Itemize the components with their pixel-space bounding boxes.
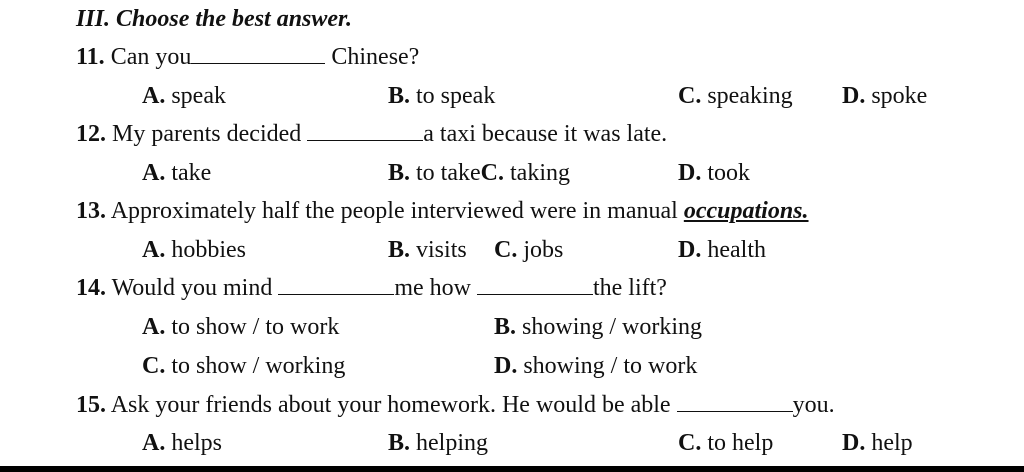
option-15-d[interactable]: D. help [842, 430, 913, 456]
question-number: 15. [76, 392, 106, 418]
question-stem: Can you [110, 44, 192, 70]
answer-blank[interactable] [278, 274, 394, 295]
answer-blank[interactable] [677, 391, 793, 412]
option-11-d[interactable]: D. spoke [842, 83, 928, 109]
question-number: 14. [76, 275, 106, 301]
option-13-c[interactable]: C. jobs [494, 237, 564, 263]
answer-blank[interactable] [191, 43, 325, 64]
option-11-a[interactable]: A. speak [142, 83, 226, 109]
section-heading: III. Choose the best answer. [76, 6, 353, 32]
option-13-d[interactable]: D. health [678, 237, 766, 263]
question-stem: Approximately half the people interviewed were in manual [110, 198, 678, 224]
option-13-a[interactable]: A. hobbies [142, 237, 247, 263]
question-stem: me how [394, 275, 471, 301]
option-15-b[interactable]: B. helping [388, 430, 489, 456]
option-14-d[interactable]: D. showing / to work [494, 353, 698, 379]
question-stem: My parents decided [112, 121, 302, 147]
question-stem: Would you mind [111, 275, 273, 301]
option-15-a[interactable]: A. helps [142, 430, 223, 456]
question-stem: a taxi because it was late. [423, 121, 668, 147]
option-13-b[interactable]: B. visits [388, 237, 467, 263]
question-11 [76, 42, 419, 72]
option-14-c[interactable]: C. to show / working [142, 353, 346, 379]
option-14-b[interactable]: B. showing / working [494, 314, 703, 340]
option-11-c[interactable]: C. speaking [678, 83, 793, 109]
question-number: 13. [76, 198, 106, 224]
answer-blank[interactable] [477, 274, 593, 295]
question-13 [76, 196, 809, 226]
emphasized-word: occupations. [683, 198, 809, 224]
option-11-b[interactable]: B. to speak [388, 83, 496, 109]
question-stem: Ask your friends about your homework. He would be able [110, 392, 671, 418]
question-15 [76, 390, 835, 420]
answer-blank[interactable] [307, 120, 423, 141]
option-15-c[interactable]: C. to help [678, 430, 774, 456]
option-12-bc[interactable]: B. to takeC. taking [388, 160, 570, 186]
question-number: 11. [76, 44, 105, 70]
question-number: 12. [76, 121, 106, 147]
option-12-a[interactable]: A. take [142, 160, 212, 186]
question-14 [76, 273, 667, 303]
question-stem: you. [792, 392, 835, 418]
question-stem: the lift? [592, 275, 667, 301]
question-stem: Chinese? [331, 44, 420, 70]
question-12 [76, 119, 667, 149]
option-12-d[interactable]: D. took [678, 160, 751, 186]
option-14-a[interactable]: A. to show / to work [142, 314, 340, 340]
bottom-border [0, 466, 1024, 472]
